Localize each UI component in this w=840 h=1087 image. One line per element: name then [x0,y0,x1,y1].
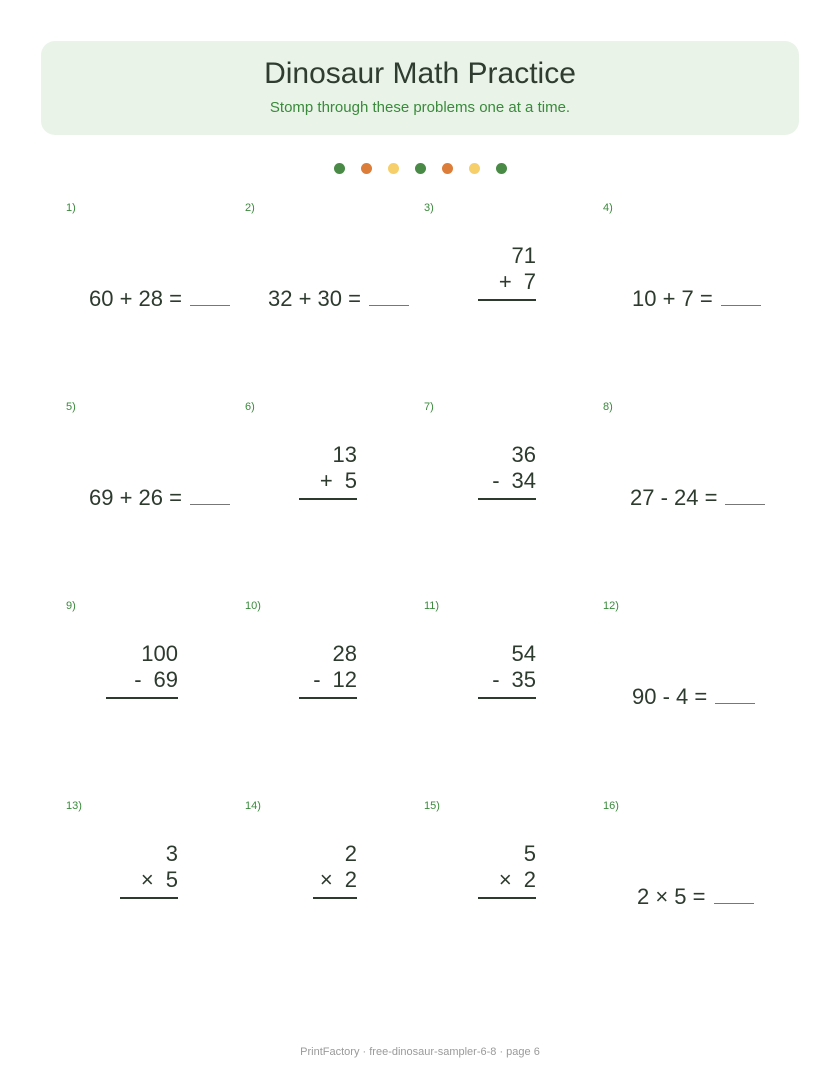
answer-blank[interactable] [721,291,761,306]
horizontal-equation [632,286,761,312]
vertical-problem [478,243,536,301]
answer-blank[interactable] [190,291,230,306]
problem-5 [66,401,246,601]
bottom-number: 12 [332,667,357,692]
top-number: 71 [511,243,536,268]
problem-4 [603,202,783,402]
top-number: 54 [511,641,536,666]
problem-number: 7) [424,401,434,413]
page-title: Dinosaur Math Practice [264,57,576,90]
problem-number: 5) [66,401,76,413]
top-number: 3 [165,841,178,866]
horizontal-equation [89,485,230,511]
problem-number: 12) [603,600,619,612]
problem-2 [245,202,425,402]
vertical-problem [299,442,357,500]
problem-16 [603,800,783,1000]
answer-line [478,498,536,500]
answer-line [299,697,357,699]
bottom-number: 5 [344,468,357,493]
top-number: 100 [141,641,178,666]
problem-number: 4) [603,202,613,214]
problem-8 [603,401,783,601]
problem-number: 6) [245,401,255,413]
vertical-problem [313,841,357,899]
answer-line [106,697,178,699]
bottom-number: 35 [511,667,536,692]
horizontal-equation [632,684,755,710]
answer-line [478,897,536,899]
answer-line [313,897,357,899]
problem-number: 16) [603,800,619,812]
answer-line [478,299,536,301]
horizontal-equation [630,485,765,511]
horizontal-equation [637,884,754,910]
decorative-dot [361,163,372,174]
problem-number: 8) [603,401,613,413]
problem-15 [424,800,604,1000]
answer-blank[interactable] [190,490,230,505]
bottom-number: 2 [523,867,536,892]
answer-blank[interactable] [715,689,755,704]
problem-9 [66,600,246,800]
problem-1 [66,202,246,402]
problem-11 [424,600,604,800]
answer-blank[interactable] [714,889,754,904]
problem-number: 1) [66,202,76,214]
problem-number: 3) [424,202,434,214]
decorative-dot [388,163,399,174]
problem-6 [245,401,425,601]
problem-number: 13) [66,800,82,812]
top-number: 5 [523,841,536,866]
problem-7 [424,401,604,601]
problem-number: 10) [245,600,261,612]
vertical-problem [299,641,357,699]
decorative-dot [415,163,426,174]
page-subtitle: Stomp through these problems one at a time. [269,99,571,116]
vertical-problem [478,442,536,500]
problem-number: 14) [245,800,261,812]
bottom-number: 69 [153,667,178,692]
problem-12 [603,600,783,800]
bottom-number: 5 [165,867,178,892]
vertical-problem [478,841,536,899]
top-number: 28 [332,641,357,666]
equation-text: 10 + 7 = [632,286,713,311]
decorative-dot [334,163,345,174]
equation-text: 90 - 4 = [632,684,708,709]
vertical-problem [478,641,536,699]
top-number: 2 [344,841,357,866]
answer-line [120,897,178,899]
problem-number: 15) [424,800,440,812]
operator: × [498,867,512,892]
operator: - [492,667,500,692]
operator: - [134,667,142,692]
equation-text: 60 + 28 = [89,286,182,311]
page-footer: PrintFactory · free-dinosaur-sampler-6-8 · page 6 [300,1046,540,1058]
answer-blank[interactable] [725,490,765,505]
operator: - [492,468,500,493]
equation-text: 69 + 26 = [89,485,182,510]
horizontal-equation [268,286,409,312]
decorative-dot [469,163,480,174]
operator: × [319,867,333,892]
vertical-problem [120,841,178,899]
equation-text: 32 + 30 = [268,286,361,311]
problem-number: 11) [424,600,440,612]
problem-number: 2) [245,202,255,214]
bottom-number: 34 [511,468,536,493]
top-number: 36 [511,442,536,467]
problem-number: 9) [66,600,76,612]
operator: + [319,468,333,493]
bottom-number: 2 [344,867,357,892]
operator: + [498,269,512,294]
decorative-dot [496,163,507,174]
problem-3 [424,202,604,402]
answer-line [478,697,536,699]
horizontal-equation [89,286,230,312]
answer-line [299,498,357,500]
problem-14 [245,800,425,1000]
bottom-number: 7 [523,269,536,294]
vertical-problem [106,641,178,699]
decorative-dot [442,163,453,174]
equation-text: 2 × 5 = [637,884,706,909]
top-number: 13 [332,442,357,467]
operator: × [140,867,154,892]
answer-blank[interactable] [369,291,409,306]
decorative-dots [0,163,840,174]
worksheet-header [41,41,799,135]
operator: - [313,667,321,692]
problem-10 [245,600,425,800]
problem-13 [66,800,246,1000]
equation-text: 27 - 24 = [630,485,718,510]
